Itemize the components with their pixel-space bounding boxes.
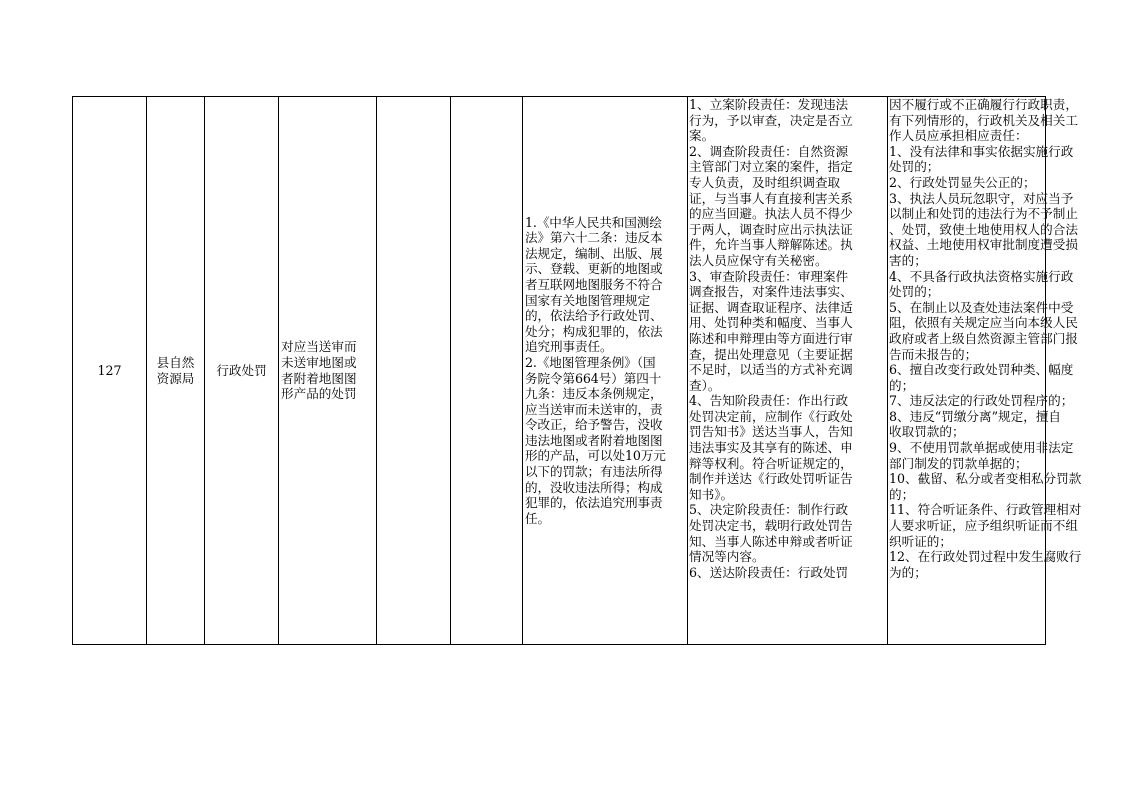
legal-basis-line: 追究刑事责任。 [525, 339, 613, 355]
legal-basis-line: 形的产品，可以处10万元 [525, 448, 666, 464]
responsibility-line: 处罚决定前，应制作《行政处 [689, 408, 853, 424]
item-name-line: 未送审地图或 [281, 354, 357, 370]
accountability-line: 3、执法人员玩忽职守，对应当予 [889, 190, 1074, 206]
accountability-line: 4、不具备行政执法资格实施行政 [889, 268, 1074, 284]
accountability-line: 阻，依照有关规定应当向本级人民 [889, 315, 1078, 331]
responsibility-line: 的应当回避。执法人员不得少 [689, 206, 853, 222]
responsibility-line: 于两人，调查时应出示执法证 [689, 221, 853, 237]
responsibility-line: 件，允许当事人辩解陈述。执 [689, 237, 853, 253]
legal-basis-line: 以下的罚款；有违法所得 [525, 464, 663, 480]
department-line: 县自然 [156, 354, 195, 370]
legal-basis-line: 处分；构成犯罪的，依法 [525, 323, 663, 339]
accountability-line: 为的； [889, 564, 927, 580]
responsibility-line: 证，与当事人有直接利害关系 [689, 190, 853, 206]
legal-basis-line: 1.《中华人民共和国测绘 [525, 214, 662, 230]
legal-basis-cell [523, 97, 688, 645]
legal-basis-line: 国家有关地图管理规定 [525, 292, 650, 308]
accountability-line: 人要求听证，应予组织听证而不组 [889, 518, 1078, 534]
accountability-line: 2、行政处罚显失公正的； [889, 174, 1036, 190]
accountability-line: 收取罚款的； [889, 424, 965, 440]
accountability-line: 告而未报告的； [889, 346, 978, 362]
legal-basis-line: 令改正，给予警告，没收 [525, 417, 663, 433]
accountability-line: 织听证的； [889, 533, 952, 549]
responsibility-line: 专人负责，及时组织调查取 [689, 174, 841, 190]
accountability-line: 部门制发的罚款单据的； [889, 455, 1028, 471]
responsibility-line: 用、处罚种类和幅度、当事人 [689, 315, 853, 331]
accountability-line: 的； [889, 377, 915, 393]
empty-cell [451, 97, 523, 645]
accountability-line: 处罚的； [889, 159, 940, 175]
accountability-line: 的； [889, 486, 915, 502]
responsibility-line: 处罚决定书，载明行政处罚告 [689, 518, 853, 534]
penalty-item-table [72, 96, 1082, 645]
power-type: 行政处罚 [205, 97, 279, 645]
responsibility-line: 查，提出处理意见（主要证据 [689, 346, 853, 362]
accountability-line: 因不履行或不正确履行行政职责， [889, 97, 1078, 112]
empty-cell [377, 97, 451, 645]
accountability-line: 以制止和处罚的违法行为不予制止 [889, 206, 1078, 222]
accountability-line: 权益、土地使用权审批制度遭受损 [889, 237, 1078, 253]
responsibility-line: 1、立案阶段责任：发现违法 [689, 97, 849, 112]
legal-basis-line: 务院令第664号）第四十 [525, 370, 662, 386]
legal-basis-line: 违法地图或者附着地图图 [525, 432, 663, 448]
legal-basis-line: 示、登载、更新的地图或 [525, 261, 663, 277]
accountability-line: 政府或者上级自然资源主管部门报 [889, 330, 1078, 346]
accountability-line: 5、在制止以及查处违法案件中受 [889, 299, 1074, 315]
responsibility-line: 知书》。 [689, 486, 734, 502]
responsibility-cell [688, 97, 888, 645]
legal-basis-line: 者互联网地图服务不符合 [525, 276, 663, 292]
legal-basis-line: 法》第六十二条：违反本 [525, 230, 663, 246]
responsibility-line: 调查报告，对案件违法事实、 [689, 284, 853, 300]
legal-basis-line: 应当送审而未送审的，责 [525, 401, 663, 417]
responsibility-line: 罚告知书》送达当事人，告知 [689, 424, 853, 440]
department-cell [147, 97, 205, 645]
accountability-line: 1、没有法律和事实依据实施行政 [889, 143, 1074, 159]
responsibility-text [689, 97, 887, 644]
accountability-cell [888, 97, 1082, 645]
accountability-line: 7、违反法定的行政处罚程序的； [889, 393, 1074, 409]
accountability-line: 害的； [889, 252, 927, 268]
legal-basis-line: 的，没收违法所得；构成 [525, 479, 663, 495]
responsibility-line: 6、送达阶段责任：行政处罚 [689, 564, 849, 580]
department-line: 资源局 [156, 370, 195, 386]
accountability-line: 8、违反“罚缴分离”规定，擅自 [889, 408, 1062, 424]
item-name-cell [279, 97, 377, 645]
item-name-line: 对应当送审而 [281, 339, 357, 355]
item-number: 127 [73, 97, 147, 645]
legal-basis-line: 九条：违反本条例规定， [525, 386, 663, 402]
accountability-text [889, 97, 1082, 644]
legal-basis-line: 的，依法给予行政处罚、 [525, 308, 663, 324]
item-name-line: 形产品的处罚 [281, 386, 357, 402]
responsibility-line: 知、当事人陈述申辩或者听证 [689, 533, 853, 549]
responsibility-line: 2、调查阶段责任：自然资源 [689, 143, 849, 159]
legal-basis-line: 任。 [525, 510, 550, 526]
accountability-line: 11、符合听证条件、行政管理相对 [889, 502, 1082, 518]
legal-basis-line: 法规定，编制、出版、展 [525, 245, 663, 261]
responsibility-line: 制作并送达《行政处罚听证告 [689, 471, 853, 487]
responsibility-line: 行为，予以审查，决定是否立 [689, 112, 853, 128]
responsibility-line: 证据、调查取证程序、法律适 [689, 299, 853, 315]
responsibility-line: 查）。 [689, 377, 721, 393]
accountability-line: 、处罚，致使土地使用权人的合法 [889, 221, 1078, 237]
responsibility-line: 陈述和申辩理由等方面进行审 [689, 330, 853, 346]
accountability-line: 9、不使用罚款单据或使用非法定 [889, 440, 1074, 456]
accountability-line: 12、在行政处罚过程中发生腐败行 [889, 549, 1082, 565]
accountability-line: 处罚的； [889, 284, 940, 300]
responsibility-line: 情况等内容。 [689, 549, 765, 565]
responsibility-line: 违法事实及其享有的陈述、申 [689, 440, 853, 456]
item-name-line: 者附着地图图 [281, 370, 357, 386]
responsibility-line: 辩等权利。符合听证规定的， [689, 455, 853, 471]
responsibility-line: 法人员应保守有关秘密。 [689, 252, 828, 268]
legal-basis-line: 2.《地图管理条例》（国 [525, 354, 656, 370]
legal-basis-line: 犯罪的，依法追究刑事责 [525, 495, 663, 511]
responsibility-line: 5、决定阶段责任：制作行政 [689, 502, 849, 518]
table-row [73, 97, 1046, 645]
accountability-line: 6、擅自改变行政处罚种类、幅度 [889, 362, 1074, 378]
responsibility-line: 不足时，以适当的方式补充调 [689, 362, 853, 378]
responsibility-line: 4、告知阶段责任：作出行政 [689, 393, 849, 409]
accountability-line: 作人员应承担相应责任： [889, 128, 1028, 144]
responsibility-line: 主管部门对立案的案件，指定 [689, 159, 853, 175]
accountability-line: 有下列情形的，行政机关及相关工 [889, 112, 1078, 128]
responsibility-line: 3、审查阶段责任：审理案件 [689, 268, 849, 284]
accountability-line: 10、截留、私分或者变相私分罚款 [889, 471, 1082, 487]
responsibility-line: 案。 [689, 128, 715, 144]
